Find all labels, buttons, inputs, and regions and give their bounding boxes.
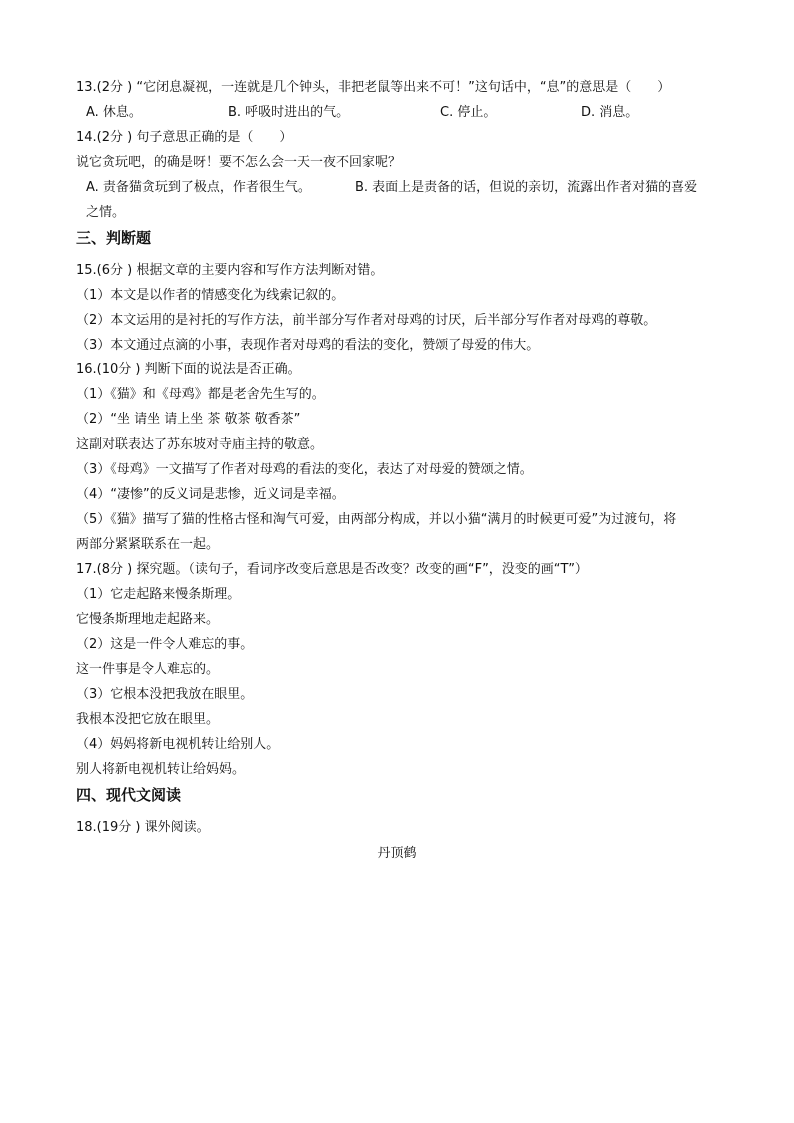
q13-stem: 13.(2分 ) “它闭息凝视，一连就是几个钟头，非把老鼠等出来不可！”这句话中，“息”的意思是（ ） [76, 80, 671, 95]
q16-item-2-continued: 这副对联表达了苏东坡对寺庙主持的敬意。 [76, 437, 324, 452]
q17-line-7: （4）妈妈将新电视机转让给别人。 [76, 737, 280, 752]
q13-option-c: C. 停止。 [440, 105, 497, 120]
q17-stem: 17.(8分 ) 探究题。（读句子，看词序改变后意思是否改变？改变的画“F”，没变的画“T”） [76, 562, 588, 577]
q16-item-1: （1）《猫》和《母鸡》都是老舍先生写的。 [76, 387, 325, 402]
q14-option-b-continued: 之情。 [86, 205, 126, 220]
q17-line-8: 别人将新电视机转让给妈妈。 [76, 762, 246, 777]
q16-item-3: （3）《母鸡》一文描写了作者对母鸡的看法的变化，表达了对母爱的赞颂之情。 [76, 462, 533, 477]
passage-title: 丹顶鹤 [377, 846, 417, 861]
q15-item-2: （2）本文运用的是衬托的写作方法，前半部分写作者对母鸡的讨厌，后半部分写作者对母鸡的尊敬。 [76, 313, 657, 328]
q15-stem: 15.(6分 ) 根据文章的主要内容和写作方法判断对错。 [76, 263, 384, 278]
q14-sentence: 说它贪玩吧，的确是呀！要不怎么会一天一夜不回家呢？ [76, 155, 402, 170]
q16-item-4: （4）“凄惨”的反义词是悲惨，近义词是幸福。 [76, 487, 345, 502]
q17-line-2: 它慢条斯理地走起路来。 [76, 612, 220, 627]
q14-option-a: A. 责备猫贪玩到了极点，作者很生气。 [86, 180, 311, 195]
q15-item-3: （3）本文通过点滴的小事，表现作者对母鸡的看法的变化，赞颂了母爱的伟大。 [76, 338, 540, 353]
section-heading-judgement: 三、判断题 [76, 229, 152, 247]
section-heading-reading: 四、现代文阅读 [76, 786, 182, 804]
q16-item-2: （2）“坐 请坐 请上坐 茶 敬茶 敬香茶” [76, 412, 301, 427]
q17-line-5: （3）它根本没把我放在眼里。 [76, 687, 254, 702]
q16-item-5: （5）《猫》描写了猫的性格古怪和淘气可爱，由两部分构成，并以小猫“满月的时候更可爱”为过渡句，将 [76, 512, 677, 527]
q14-option-b: B. 表面上是责备的话，但说的亲切，流露出作者对猫的喜爱 [355, 180, 698, 195]
q15-item-1: （1）本文是以作者的情感变化为线索记叙的。 [76, 288, 345, 303]
q16-stem: 16.(10分 ) 判断下面的说法是否正确。 [76, 362, 301, 377]
q13-option-b: B. 呼吸时进出的气。 [228, 105, 350, 120]
q17-line-6: 我根本没把它放在眼里。 [76, 712, 220, 727]
q17-line-1: （1）它走起路来慢条斯理。 [76, 587, 241, 602]
q17-line-3: （2）这是一件令人难忘的事。 [76, 637, 254, 652]
q14-stem: 14.(2分 ) 句子意思正确的是（ ） [76, 130, 293, 145]
q18-stem: 18.(19分 ) 课外阅读。 [76, 820, 210, 835]
q16-item-5-continued: 两部分紧紧联系在一起。 [76, 537, 220, 552]
q17-line-4: 这一件事是令人难忘的。 [76, 662, 220, 677]
q13-option-a: A. 休息。 [86, 105, 142, 120]
q13-option-d: D. 消息。 [581, 105, 639, 120]
